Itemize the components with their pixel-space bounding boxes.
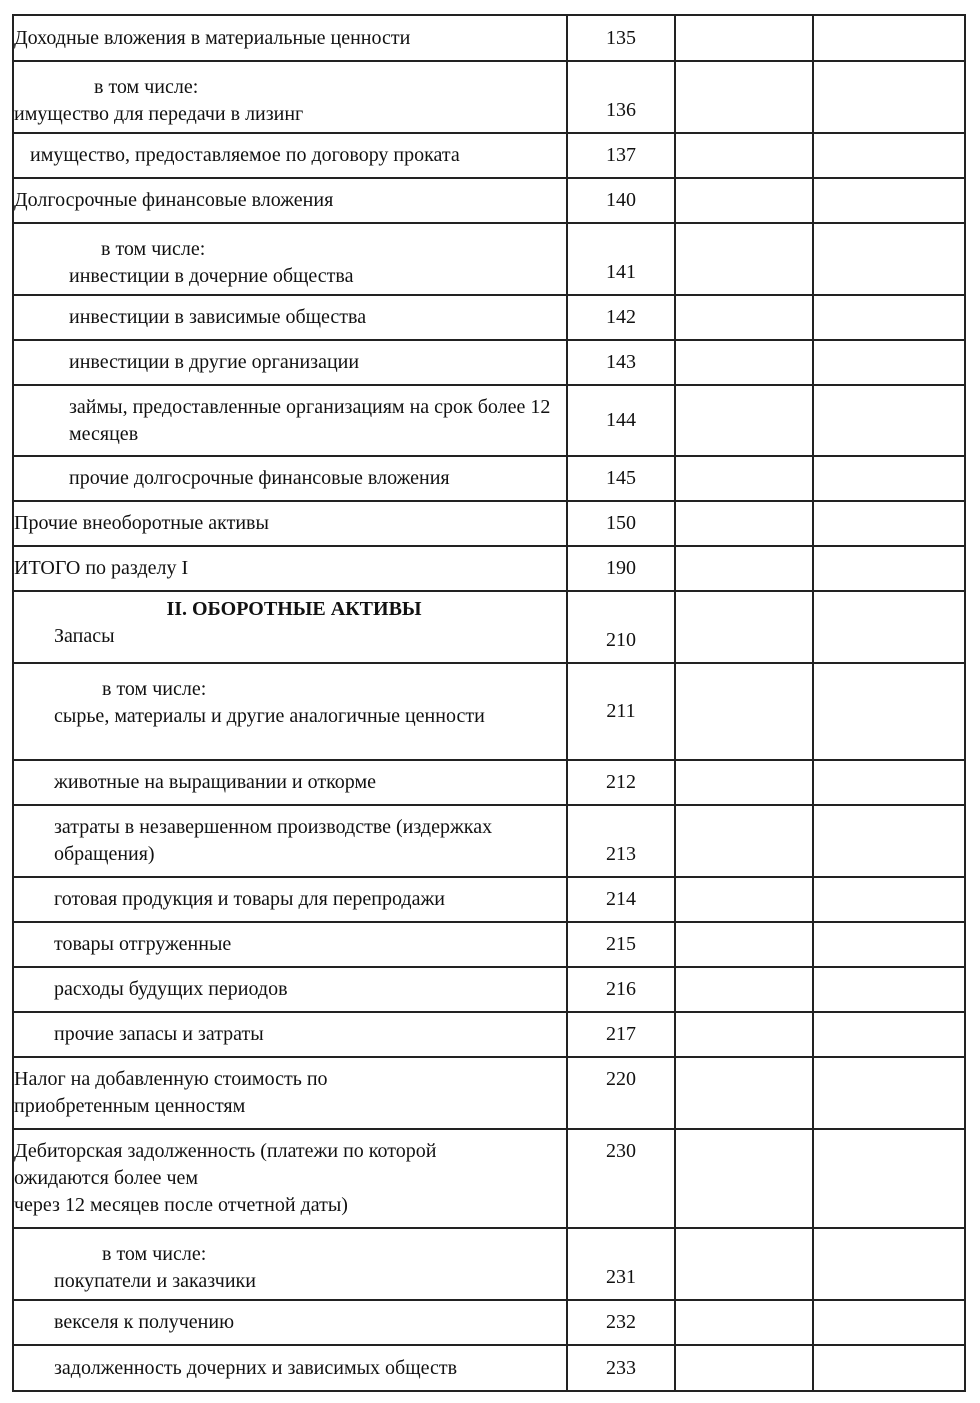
table-row — [13, 877, 965, 922]
row-sublabel: в том числе: — [102, 678, 207, 700]
value-cell-start — [675, 967, 813, 1012]
row-label-text: имущество для передачи в лизинг — [14, 103, 304, 125]
row-code: 233 — [567, 1345, 675, 1391]
value-cell-start — [675, 295, 813, 340]
value-cell-end — [813, 967, 965, 1012]
value-cell-end — [813, 1129, 965, 1228]
row-code: 137 — [567, 133, 675, 178]
value-cell-end — [813, 591, 965, 663]
value-cell-start — [675, 340, 813, 385]
row-label: Прочие внеоборотные активы — [13, 501, 567, 546]
table-row — [13, 385, 965, 456]
value-cell-start — [675, 1345, 813, 1391]
row-label: имущество, предоставляемое по договору проката — [13, 133, 567, 178]
value-cell-end — [813, 546, 965, 591]
table-row — [13, 61, 965, 133]
row-sublabel: в том числе: — [101, 238, 206, 260]
row-label: товары отгруженные — [13, 922, 567, 967]
row-label — [13, 591, 567, 663]
row-label: прочие долгосрочные финансовые вложения — [13, 456, 567, 501]
row-label-text: Дебиторская задолженность (платежи по которой ожидаются более чем — [14, 1140, 437, 1189]
value-cell-end — [813, 1300, 965, 1345]
table-row — [13, 501, 965, 546]
table-row — [13, 1345, 965, 1391]
row-label: Долгосрочные финансовые вложения — [13, 178, 567, 223]
row-code: 211 — [567, 663, 675, 760]
table-row — [13, 922, 965, 967]
value-cell-end — [813, 385, 965, 456]
value-cell-end — [813, 61, 965, 133]
value-cell-start — [675, 133, 813, 178]
row-label: инвестиции в другие организации — [13, 340, 567, 385]
row-label: прочие запасы и затраты — [13, 1012, 567, 1057]
value-cell-start — [675, 1057, 813, 1129]
row-sublabel: в том числе: — [102, 1243, 207, 1265]
value-cell-start — [675, 501, 813, 546]
table-row — [13, 456, 965, 501]
value-cell-end — [813, 877, 965, 922]
value-cell-end — [813, 760, 965, 805]
value-cell-start — [675, 61, 813, 133]
table-row — [13, 133, 965, 178]
balance-sheet-page — [12, 14, 964, 1390]
value-cell-start — [675, 15, 813, 61]
row-label: Доходные вложения в материальные ценности — [13, 15, 567, 61]
value-cell-start — [675, 1228, 813, 1300]
row-label: инвестиции в зависимые общества — [13, 295, 567, 340]
value-cell-start — [675, 591, 813, 663]
row-code: 217 — [567, 1012, 675, 1057]
value-cell-start — [675, 223, 813, 295]
row-label: расходы будущих периодов — [13, 967, 567, 1012]
value-cell-start — [675, 1012, 813, 1057]
table-row — [13, 15, 965, 61]
row-label-text: сырье, материалы и другие аналогичные ценности — [54, 705, 485, 727]
value-cell-end — [813, 456, 965, 501]
table-row — [13, 591, 965, 663]
value-cell-end — [813, 223, 965, 295]
balance-sheet-table — [12, 14, 966, 1392]
row-code: 215 — [567, 922, 675, 967]
row-code: 140 — [567, 178, 675, 223]
value-cell-end — [813, 178, 965, 223]
row-code: 230 — [567, 1129, 675, 1228]
row-code: 231 — [567, 1228, 675, 1300]
row-code: 150 — [567, 501, 675, 546]
row-label-text-continued: через 12 месяцев после отчетной даты) — [14, 1194, 348, 1216]
table-row — [13, 1012, 965, 1057]
value-cell-start — [675, 922, 813, 967]
row-code: 212 — [567, 760, 675, 805]
row-code: 220 — [567, 1057, 675, 1129]
row-label-text: покупатели и заказчики — [54, 1270, 256, 1292]
row-label — [13, 223, 567, 295]
row-label-text: Запасы — [54, 625, 115, 647]
table-row — [13, 805, 965, 877]
value-cell-end — [813, 340, 965, 385]
row-code: 145 — [567, 456, 675, 501]
table-row — [13, 223, 965, 295]
row-code: 144 — [567, 385, 675, 456]
table-row — [13, 340, 965, 385]
table-row — [13, 1228, 965, 1300]
table-row — [13, 967, 965, 1012]
value-cell-end — [813, 1345, 965, 1391]
row-code: 216 — [567, 967, 675, 1012]
row-label — [13, 1129, 567, 1228]
value-cell-start — [675, 385, 813, 456]
row-code: 136 — [567, 61, 675, 133]
value-cell-start — [675, 178, 813, 223]
value-cell-start — [675, 760, 813, 805]
row-label: ИТОГО по разделу I — [13, 546, 567, 591]
value-cell-end — [813, 663, 965, 760]
row-code: 143 — [567, 340, 675, 385]
row-label — [13, 1057, 567, 1129]
table-row — [13, 295, 965, 340]
row-label-text: затраты в незавершенном производстве (издержках обращения) — [54, 816, 493, 865]
value-cell-start — [675, 456, 813, 501]
row-label: животные на выращивании и откорме — [13, 760, 567, 805]
row-code: 214 — [567, 877, 675, 922]
row-label-text: инвестиции в дочерние общества — [69, 265, 354, 287]
row-label — [13, 663, 567, 760]
value-cell-end — [813, 805, 965, 877]
row-label: задолженность дочерних и зависимых обществ — [13, 1345, 567, 1391]
row-label — [13, 61, 567, 133]
value-cell-end — [813, 922, 965, 967]
row-label-text: Налог на добавленную стоимость по приобретенным ценностям — [14, 1068, 328, 1117]
table-row — [13, 663, 965, 760]
value-cell-end — [813, 133, 965, 178]
table-row — [13, 1129, 965, 1228]
row-code: 142 — [567, 295, 675, 340]
row-label — [13, 1228, 567, 1300]
table-row — [13, 178, 965, 223]
section-title: II. ОБОРОТНЫЕ АКТИВЫ — [166, 598, 422, 620]
value-cell-end — [813, 1228, 965, 1300]
value-cell-end — [813, 295, 965, 340]
row-code: 141 — [567, 223, 675, 295]
row-code: 190 — [567, 546, 675, 591]
table-row — [13, 1300, 965, 1345]
value-cell-start — [675, 805, 813, 877]
row-code: 210 — [567, 591, 675, 663]
value-cell-start — [675, 1300, 813, 1345]
value-cell-end — [813, 501, 965, 546]
row-code: 213 — [567, 805, 675, 877]
row-code: 232 — [567, 1300, 675, 1345]
table-row — [13, 546, 965, 591]
row-label: готовая продукция и товары для перепродажи — [13, 877, 567, 922]
row-label: займы, предоставленные организациям на срок более 12 месяцев — [13, 385, 567, 456]
value-cell-end — [813, 1057, 965, 1129]
row-label — [13, 805, 567, 877]
value-cell-start — [675, 663, 813, 760]
value-cell-start — [675, 877, 813, 922]
row-sublabel: в том числе: — [94, 76, 199, 98]
value-cell-start — [675, 546, 813, 591]
table-row — [13, 760, 965, 805]
value-cell-end — [813, 1012, 965, 1057]
row-label: векселя к получению — [13, 1300, 567, 1345]
value-cell-start — [675, 1129, 813, 1228]
row-code: 135 — [567, 15, 675, 61]
table-row — [13, 1057, 965, 1129]
value-cell-end — [813, 15, 965, 61]
